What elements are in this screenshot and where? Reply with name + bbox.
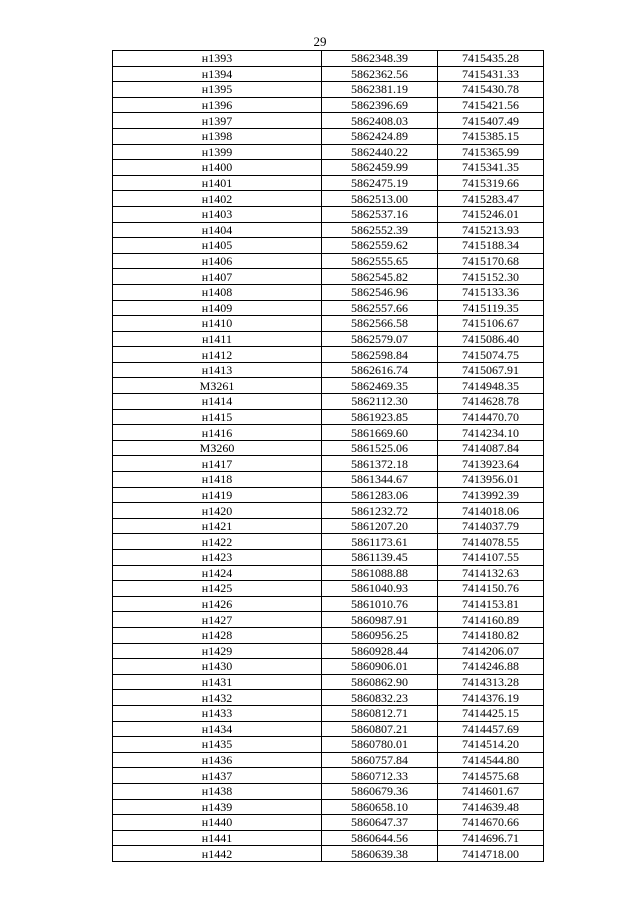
point-id-cell: н1404 <box>113 222 322 238</box>
x-coordinate-cell: 5862557.66 <box>322 300 438 316</box>
point-id-cell: н1442 <box>113 846 322 862</box>
y-coordinate-cell: 7415119.35 <box>438 300 544 316</box>
y-coordinate-cell: 7415133.36 <box>438 284 544 300</box>
x-coordinate-cell: 5862559.62 <box>322 238 438 254</box>
point-id-cell: н1439 <box>113 799 322 815</box>
y-coordinate-cell: 7414150.76 <box>438 581 544 597</box>
point-id-cell: н1403 <box>113 206 322 222</box>
x-coordinate-cell: 5860647.37 <box>322 815 438 831</box>
y-coordinate-cell: 7415435.28 <box>438 51 544 67</box>
x-coordinate-cell: 5861139.45 <box>322 550 438 566</box>
x-coordinate-cell: 5862566.58 <box>322 316 438 332</box>
y-coordinate-cell: 7415283.47 <box>438 191 544 207</box>
point-id-cell: н1410 <box>113 316 322 332</box>
point-id-cell: н1427 <box>113 612 322 628</box>
table-row <box>113 643 544 659</box>
x-coordinate-cell: 5862546.96 <box>322 284 438 300</box>
table-row <box>113 191 544 207</box>
y-coordinate-cell: 7414107.55 <box>438 550 544 566</box>
y-coordinate-cell: 7415385.15 <box>438 128 544 144</box>
x-coordinate-cell: 5862555.65 <box>322 253 438 269</box>
x-coordinate-cell: 5860712.33 <box>322 768 438 784</box>
table-row <box>113 768 544 784</box>
x-coordinate-cell: 5861040.93 <box>322 581 438 597</box>
table-row <box>113 799 544 815</box>
table-row <box>113 659 544 675</box>
point-id-cell: н1440 <box>113 815 322 831</box>
point-id-cell: н1411 <box>113 331 322 347</box>
x-coordinate-cell: 5862440.22 <box>322 144 438 160</box>
x-coordinate-cell: 5860780.01 <box>322 737 438 753</box>
x-coordinate-cell: 5860679.36 <box>322 783 438 799</box>
table-row <box>113 503 544 519</box>
point-id-cell: н1429 <box>113 643 322 659</box>
point-id-cell: н1402 <box>113 191 322 207</box>
x-coordinate-cell: 5862348.39 <box>322 51 438 67</box>
y-coordinate-cell: 7415106.67 <box>438 316 544 332</box>
point-id-cell: н1421 <box>113 518 322 534</box>
x-coordinate-cell: 5862579.07 <box>322 331 438 347</box>
x-coordinate-cell: 5862537.16 <box>322 206 438 222</box>
x-coordinate-cell: 5860928.44 <box>322 643 438 659</box>
x-coordinate-cell: 5861088.88 <box>322 565 438 581</box>
table-row <box>113 253 544 269</box>
x-coordinate-cell: 5860987.91 <box>322 612 438 628</box>
y-coordinate-cell: 7414018.06 <box>438 503 544 519</box>
y-coordinate-cell: 7414132.63 <box>438 565 544 581</box>
x-coordinate-cell: 5860812.71 <box>322 705 438 721</box>
y-coordinate-cell: 7415188.34 <box>438 238 544 254</box>
point-id-cell: н1415 <box>113 409 322 425</box>
point-id-cell: МЗ261 <box>113 378 322 394</box>
y-coordinate-cell: 7414575.68 <box>438 768 544 784</box>
table-row <box>113 846 544 862</box>
point-id-cell: н1420 <box>113 503 322 519</box>
table-row <box>113 284 544 300</box>
point-id-cell: н1394 <box>113 66 322 82</box>
table-row <box>113 518 544 534</box>
y-coordinate-cell: 7414544.80 <box>438 752 544 768</box>
point-id-cell: н1398 <box>113 128 322 144</box>
y-coordinate-cell: 7414206.07 <box>438 643 544 659</box>
point-id-cell: н1423 <box>113 550 322 566</box>
x-coordinate-cell: 5861525.06 <box>322 440 438 456</box>
y-coordinate-cell: 7413923.64 <box>438 456 544 472</box>
point-id-cell: н1428 <box>113 627 322 643</box>
point-id-cell: МЗ260 <box>113 440 322 456</box>
table-row <box>113 331 544 347</box>
y-coordinate-cell: 7414180.82 <box>438 627 544 643</box>
x-coordinate-cell: 5862381.19 <box>322 82 438 98</box>
point-id-cell: н1405 <box>113 238 322 254</box>
x-coordinate-cell: 5862616.74 <box>322 362 438 378</box>
table-row <box>113 66 544 82</box>
table-row <box>113 269 544 285</box>
y-coordinate-cell: 7415407.49 <box>438 113 544 129</box>
point-id-cell: н1414 <box>113 394 322 410</box>
x-coordinate-cell: 5862475.19 <box>322 175 438 191</box>
point-id-cell: н1409 <box>113 300 322 316</box>
table-row <box>113 830 544 846</box>
table-row <box>113 425 544 441</box>
table-row <box>113 440 544 456</box>
point-id-cell: н1441 <box>113 830 322 846</box>
point-id-cell: н1418 <box>113 472 322 488</box>
table-row <box>113 97 544 113</box>
x-coordinate-cell: 5860807.21 <box>322 721 438 737</box>
point-id-cell: н1431 <box>113 674 322 690</box>
point-id-cell: н1399 <box>113 144 322 160</box>
table-row <box>113 612 544 628</box>
x-coordinate-cell: 5862469.35 <box>322 378 438 394</box>
point-id-cell: н1435 <box>113 737 322 753</box>
point-id-cell: н1426 <box>113 596 322 612</box>
x-coordinate-cell: 5861010.76 <box>322 596 438 612</box>
table-row <box>113 627 544 643</box>
point-id-cell: н1408 <box>113 284 322 300</box>
page-number: 29 <box>313 34 327 49</box>
y-coordinate-cell: 7414514.20 <box>438 737 544 753</box>
x-coordinate-cell: 5860639.38 <box>322 846 438 862</box>
y-coordinate-cell: 7414948.35 <box>438 378 544 394</box>
table-row <box>113 206 544 222</box>
table-row <box>113 128 544 144</box>
y-coordinate-cell: 7414078.55 <box>438 534 544 550</box>
point-id-cell: н1434 <box>113 721 322 737</box>
y-coordinate-cell: 7414153.81 <box>438 596 544 612</box>
table-row <box>113 82 544 98</box>
table-row <box>113 705 544 721</box>
table-row <box>113 487 544 503</box>
x-coordinate-cell: 5862362.56 <box>322 66 438 82</box>
y-coordinate-cell: 7413992.39 <box>438 487 544 503</box>
point-id-cell: н1395 <box>113 82 322 98</box>
x-coordinate-cell: 5861232.72 <box>322 503 438 519</box>
point-id-cell: н1413 <box>113 362 322 378</box>
y-coordinate-cell: 7414234.10 <box>438 425 544 441</box>
table-row <box>113 737 544 753</box>
x-coordinate-cell: 5862112.30 <box>322 394 438 410</box>
table-row <box>113 316 544 332</box>
point-id-cell: н1397 <box>113 113 322 129</box>
point-id-cell: н1406 <box>113 253 322 269</box>
table-row <box>113 674 544 690</box>
x-coordinate-cell: 5861344.67 <box>322 472 438 488</box>
point-id-cell: н1430 <box>113 659 322 675</box>
y-coordinate-cell: 7414160.89 <box>438 612 544 628</box>
table-row <box>113 51 544 67</box>
y-coordinate-cell: 7414470.70 <box>438 409 544 425</box>
table-row <box>113 222 544 238</box>
x-coordinate-cell: 5861372.18 <box>322 456 438 472</box>
x-coordinate-cell: 5862424.89 <box>322 128 438 144</box>
table-row <box>113 783 544 799</box>
x-coordinate-cell: 5861283.06 <box>322 487 438 503</box>
y-coordinate-cell: 7415246.01 <box>438 206 544 222</box>
x-coordinate-cell: 5860906.01 <box>322 659 438 675</box>
y-coordinate-cell: 7414246.88 <box>438 659 544 675</box>
point-id-cell: н1432 <box>113 690 322 706</box>
table-row <box>113 596 544 612</box>
y-coordinate-cell: 7415086.40 <box>438 331 544 347</box>
y-coordinate-cell: 7415431.33 <box>438 66 544 82</box>
y-coordinate-cell: 7414087.84 <box>438 440 544 456</box>
coordinates-table <box>112 50 544 862</box>
coordinates-table-body <box>113 51 544 862</box>
x-coordinate-cell: 5861669.60 <box>322 425 438 441</box>
x-coordinate-cell: 5862598.84 <box>322 347 438 363</box>
y-coordinate-cell: 7414639.48 <box>438 799 544 815</box>
x-coordinate-cell: 5862552.39 <box>322 222 438 238</box>
table-row <box>113 362 544 378</box>
y-coordinate-cell: 7414376.19 <box>438 690 544 706</box>
y-coordinate-cell: 7415152.30 <box>438 269 544 285</box>
x-coordinate-cell: 5862408.03 <box>322 113 438 129</box>
table-row <box>113 238 544 254</box>
table-row <box>113 409 544 425</box>
y-coordinate-cell: 7415421.56 <box>438 97 544 113</box>
x-coordinate-cell: 5860956.25 <box>322 627 438 643</box>
point-id-cell: н1422 <box>113 534 322 550</box>
table-row <box>113 581 544 597</box>
table-row <box>113 752 544 768</box>
y-coordinate-cell: 7414601.67 <box>438 783 544 799</box>
table-row <box>113 347 544 363</box>
x-coordinate-cell: 5860644.56 <box>322 830 438 846</box>
y-coordinate-cell: 7415319.66 <box>438 175 544 191</box>
point-id-cell: н1437 <box>113 768 322 784</box>
point-id-cell: н1436 <box>113 752 322 768</box>
point-id-cell: н1393 <box>113 51 322 67</box>
table-row <box>113 144 544 160</box>
x-coordinate-cell: 5862459.99 <box>322 160 438 176</box>
point-id-cell: н1401 <box>113 175 322 191</box>
point-id-cell: н1400 <box>113 160 322 176</box>
table-row <box>113 815 544 831</box>
table-row <box>113 113 544 129</box>
y-coordinate-cell: 7413956.01 <box>438 472 544 488</box>
y-coordinate-cell: 7414718.00 <box>438 846 544 862</box>
y-coordinate-cell: 7415170.68 <box>438 253 544 269</box>
x-coordinate-cell: 5861923.85 <box>322 409 438 425</box>
point-id-cell: н1396 <box>113 97 322 113</box>
x-coordinate-cell: 5862396.69 <box>322 97 438 113</box>
point-id-cell: н1417 <box>113 456 322 472</box>
y-coordinate-cell: 7414670.66 <box>438 815 544 831</box>
point-id-cell: н1438 <box>113 783 322 799</box>
table-row <box>113 550 544 566</box>
x-coordinate-cell: 5860658.10 <box>322 799 438 815</box>
y-coordinate-cell: 7415213.93 <box>438 222 544 238</box>
point-id-cell: н1412 <box>113 347 322 363</box>
y-coordinate-cell: 7414425.15 <box>438 705 544 721</box>
table-row <box>113 534 544 550</box>
y-coordinate-cell: 7415341.35 <box>438 160 544 176</box>
x-coordinate-cell: 5861173.61 <box>322 534 438 550</box>
y-coordinate-cell: 7414313.28 <box>438 674 544 690</box>
y-coordinate-cell: 7414628.78 <box>438 394 544 410</box>
y-coordinate-cell: 7415074.75 <box>438 347 544 363</box>
point-id-cell: н1433 <box>113 705 322 721</box>
point-id-cell: н1407 <box>113 269 322 285</box>
table-row <box>113 160 544 176</box>
point-id-cell: н1424 <box>113 565 322 581</box>
y-coordinate-cell: 7415067.91 <box>438 362 544 378</box>
y-coordinate-cell: 7415430.78 <box>438 82 544 98</box>
table-row <box>113 565 544 581</box>
table-row <box>113 378 544 394</box>
y-coordinate-cell: 7414037.79 <box>438 518 544 534</box>
x-coordinate-cell: 5862545.82 <box>322 269 438 285</box>
point-id-cell: н1419 <box>113 487 322 503</box>
x-coordinate-cell: 5860862.90 <box>322 674 438 690</box>
point-id-cell: н1416 <box>113 425 322 441</box>
y-coordinate-cell: 7414457.69 <box>438 721 544 737</box>
table-row <box>113 472 544 488</box>
point-id-cell: н1425 <box>113 581 322 597</box>
table-row <box>113 721 544 737</box>
table-row <box>113 394 544 410</box>
x-coordinate-cell: 5860757.84 <box>322 752 438 768</box>
y-coordinate-cell: 7414696.71 <box>438 830 544 846</box>
y-coordinate-cell: 7415365.99 <box>438 144 544 160</box>
x-coordinate-cell: 5861207.20 <box>322 518 438 534</box>
table-row <box>113 456 544 472</box>
x-coordinate-cell: 5862513.00 <box>322 191 438 207</box>
x-coordinate-cell: 5860832.23 <box>322 690 438 706</box>
table-row <box>113 175 544 191</box>
table-row <box>113 690 544 706</box>
table-row <box>113 300 544 316</box>
